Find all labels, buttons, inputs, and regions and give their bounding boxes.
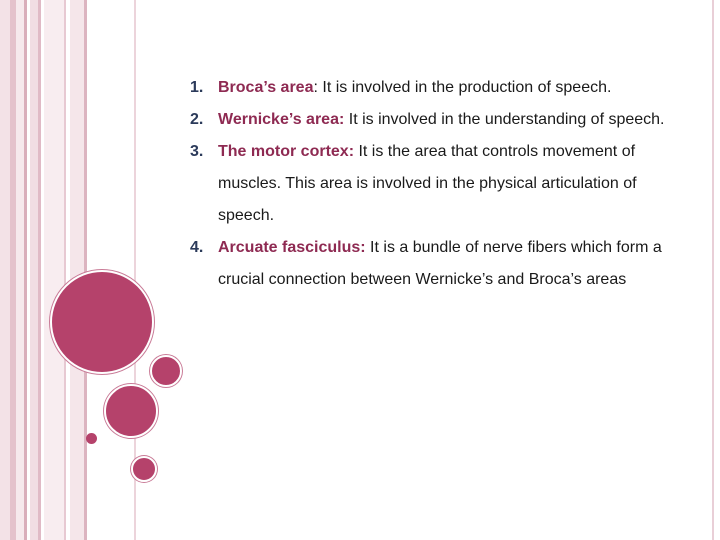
- list-item: [190, 72, 670, 104]
- decor-stripe: [84, 0, 87, 540]
- item-number: 2.: [190, 111, 204, 128]
- decor-circle-medium: [104, 384, 158, 438]
- decor-stripe: [24, 0, 27, 540]
- item-body: [218, 104, 670, 136]
- decor-stripe: [16, 0, 24, 540]
- item-text: It is the area that controls movement of muscles. This area is involved in the physical articulation of speech.: [218, 143, 637, 224]
- item-number: 4.: [190, 239, 204, 256]
- decor-stripe: [30, 0, 38, 540]
- item-body: [218, 232, 670, 296]
- item-term: The motor cortex:: [218, 143, 355, 160]
- item-body: [218, 136, 670, 232]
- item-separator: :: [313, 79, 318, 96]
- item-number: 3.: [190, 143, 204, 160]
- slide-content: [190, 72, 670, 296]
- decor-circle-small: [150, 355, 182, 387]
- list-item: [190, 232, 670, 296]
- decor-stripe: [70, 0, 84, 540]
- item-number: 1.: [190, 79, 204, 96]
- decor-right-line: [712, 0, 714, 540]
- item-text: It is a bundle of nerve fibers which form a crucial connection between Wernicke’s and Broca’s areas: [218, 239, 662, 288]
- list-item: [190, 136, 670, 232]
- item-text: It is involved in the production of speech.: [317, 79, 612, 96]
- decor-circle-large: [50, 270, 154, 374]
- item-text: It is involved in the understanding of speech.: [344, 111, 665, 128]
- item-term: Arcuate fasciculus:: [218, 239, 366, 256]
- decor-stripe: [0, 0, 10, 540]
- decor-circle-xsmall: [131, 456, 157, 482]
- list-item: [190, 104, 670, 136]
- item-body: [218, 72, 670, 104]
- decor-stripe: [38, 0, 41, 540]
- decor-stripe: [64, 0, 66, 540]
- decor-circle-tiny: [86, 433, 97, 444]
- item-term: Wernicke’s area:: [218, 111, 345, 128]
- decor-stripe: [44, 0, 64, 540]
- item-term: Broca’s area: [218, 79, 314, 96]
